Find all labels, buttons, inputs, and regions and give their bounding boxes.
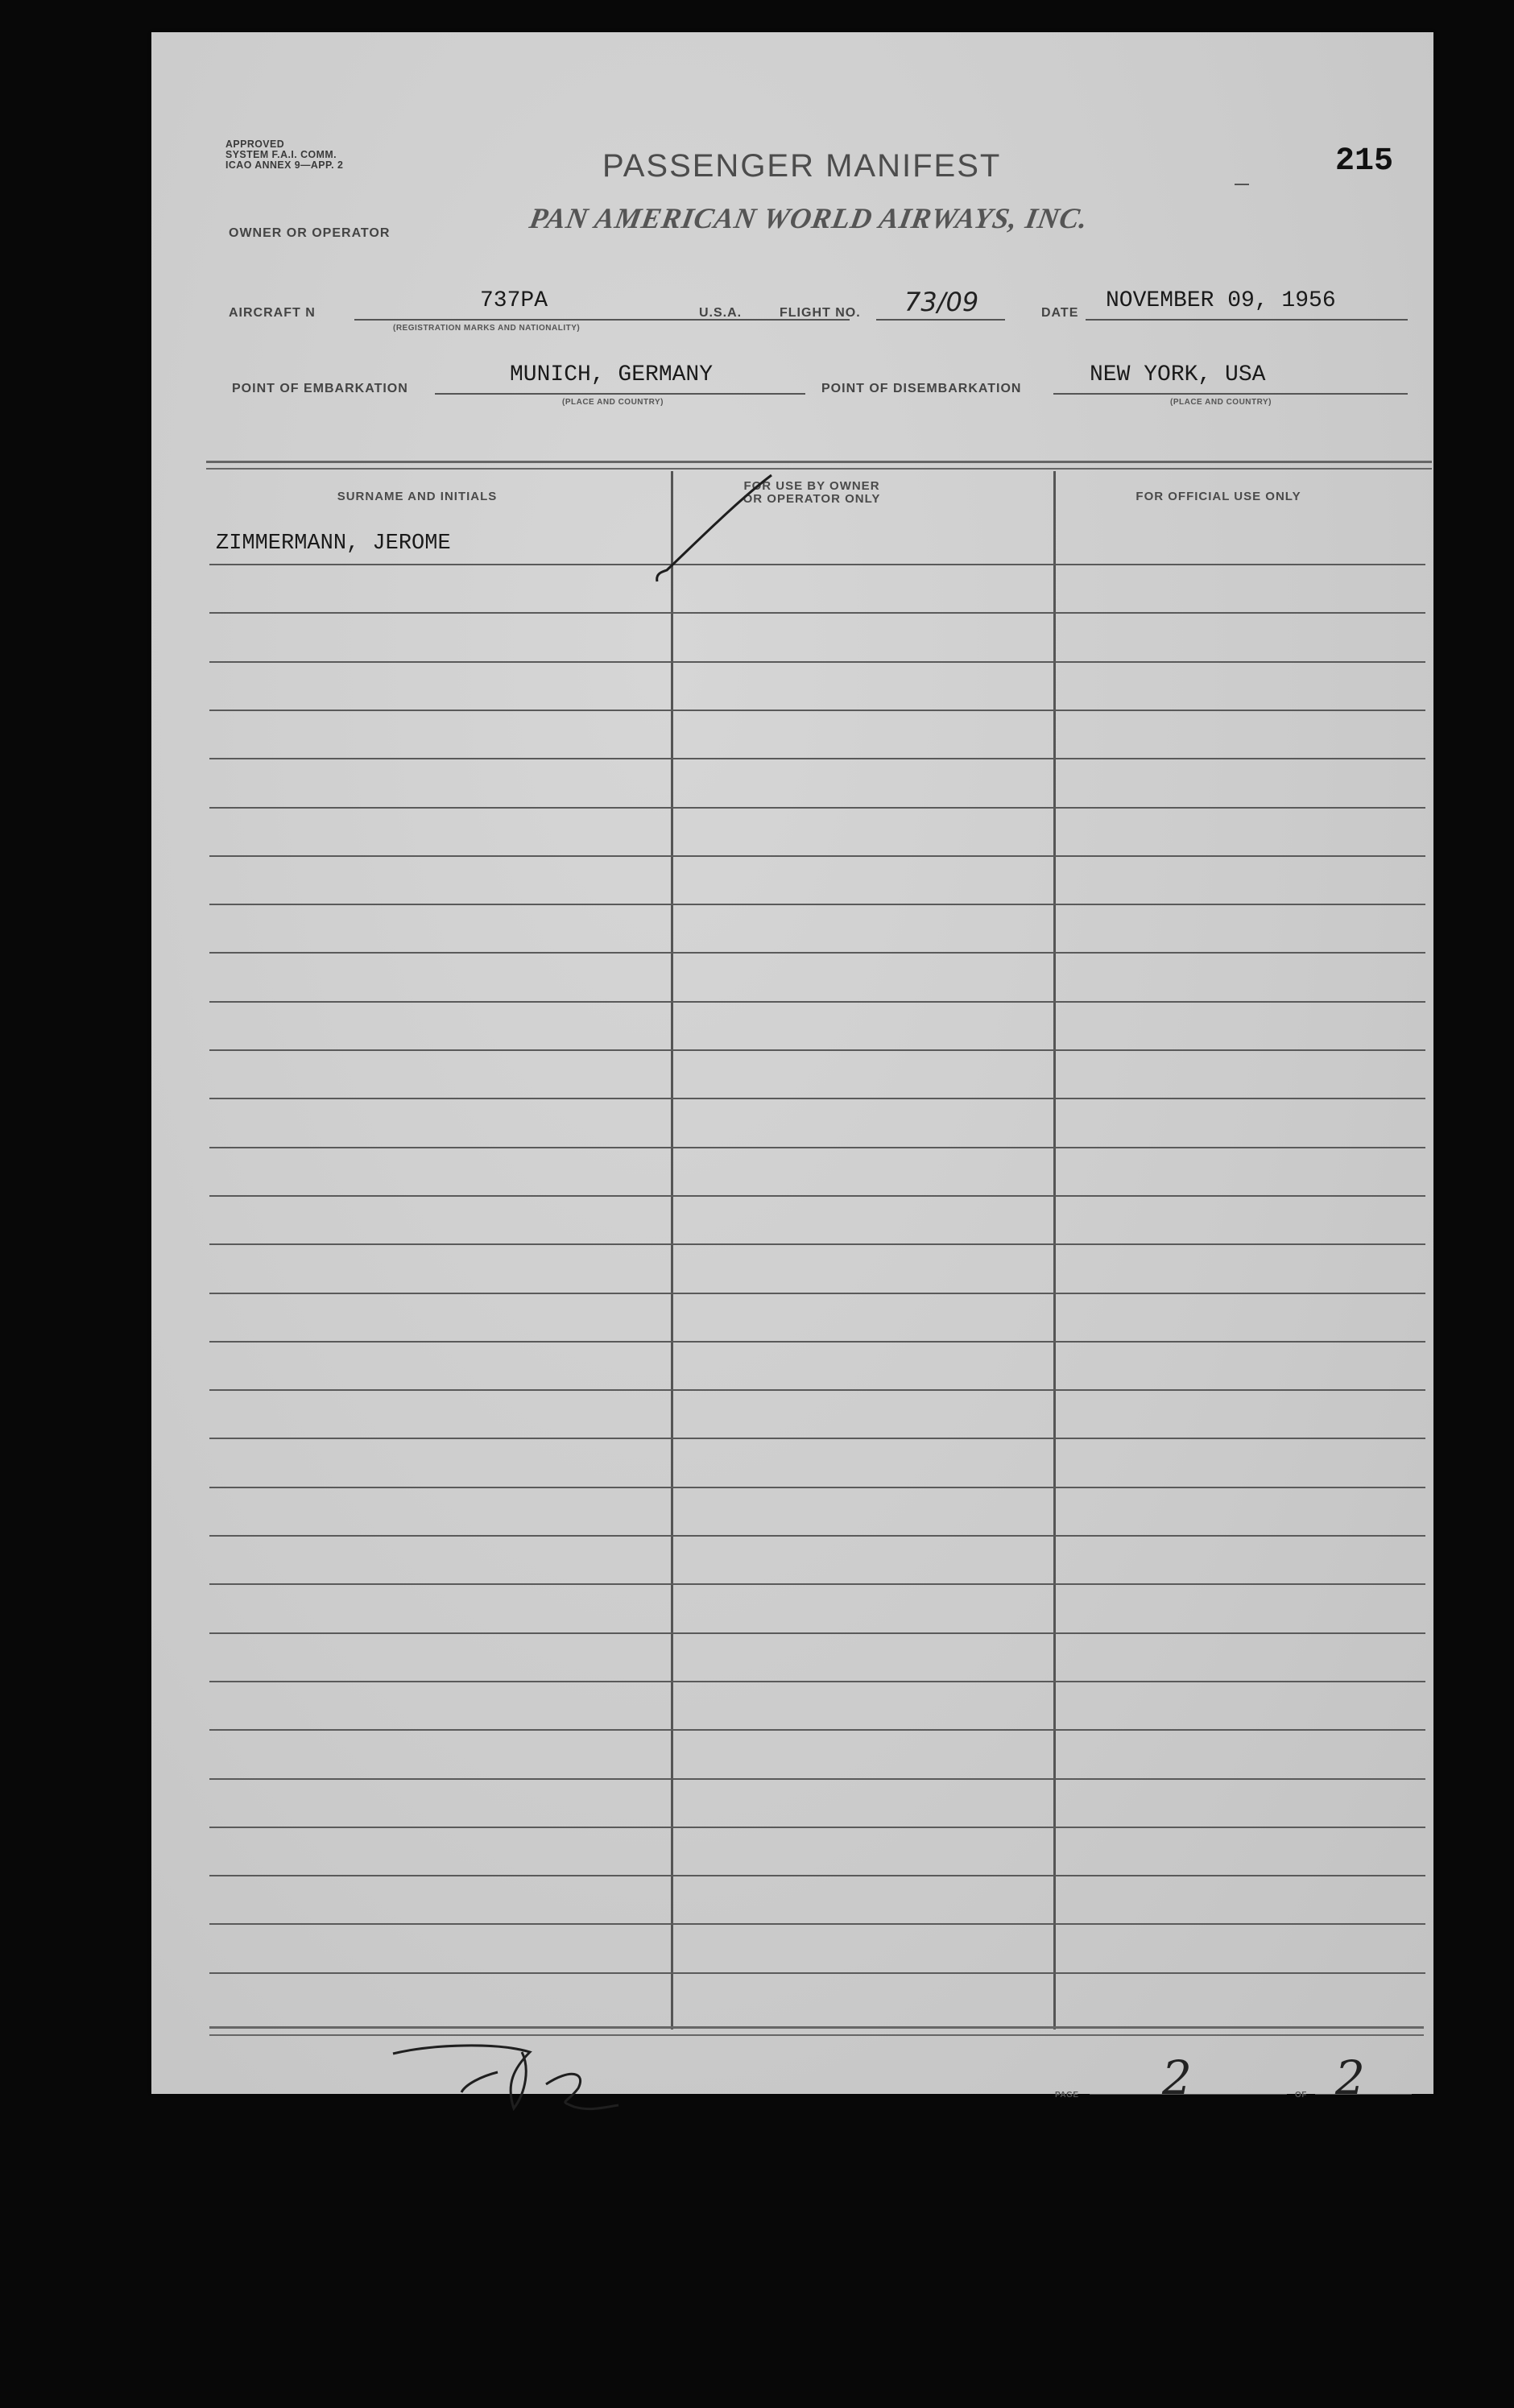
aircraft-value: 737PA — [480, 288, 548, 313]
table-row-line — [209, 564, 1425, 565]
table-row-line — [209, 661, 1425, 663]
flight-value: 73/09 — [904, 287, 979, 317]
flight-label: FLIGHT NO. — [780, 306, 861, 320]
approval-stamp — [225, 139, 343, 170]
date-underline — [1086, 319, 1408, 321]
approval-line: ICAO ANNEX 9—APP. 2 — [225, 159, 344, 171]
usa-label: U.S.A. — [699, 306, 743, 320]
table-row-line — [209, 710, 1425, 711]
table-row-line — [209, 807, 1425, 809]
dash-mark — [1235, 184, 1249, 185]
table-row-line — [209, 1487, 1425, 1488]
table-row-line — [209, 1972, 1425, 1974]
signature — [385, 2028, 627, 2125]
aircraft-underline — [354, 319, 850, 321]
table-row-line — [209, 612, 1425, 614]
col-header-owner-line: OR OPERATOR ONLY — [743, 492, 881, 506]
approval-line: APPROVED — [225, 138, 285, 150]
aircraft-label: AIRCRAFT N — [229, 306, 316, 320]
page-title: PASSENGER MANIFEST — [602, 148, 1002, 184]
table-top-rule-2 — [206, 468, 1432, 470]
col-header-official: FOR OFFICIAL USE ONLY — [1136, 490, 1301, 503]
table-row-line — [209, 1147, 1425, 1148]
table-row-line — [209, 1535, 1425, 1537]
col-header-surname: SURNAME AND INITIALS — [337, 490, 498, 503]
place-note-embark: (PLACE AND COUNTRY) — [562, 398, 664, 407]
owner-label: OWNER OR OPERATOR — [229, 226, 391, 240]
of-label: OF — [1295, 2091, 1307, 2100]
place-note-disembark: (PLACE AND COUNTRY) — [1170, 398, 1272, 407]
table-row-line — [209, 904, 1425, 905]
table-row-line — [209, 1583, 1425, 1585]
embark-label: POINT OF EMBARKATION — [232, 382, 408, 395]
passenger-name: ZIMMERMANN, JEROME — [216, 532, 451, 556]
page-number: 2 — [1162, 2050, 1192, 2105]
embark-underline — [435, 393, 805, 395]
table-row-line — [209, 1001, 1425, 1003]
total-pages: 2 — [1335, 2050, 1365, 2105]
date-label: DATE — [1041, 306, 1079, 320]
registration-note: (REGISTRATION MARKS AND NATIONALITY) — [393, 324, 581, 333]
manifest-sheet — [151, 32, 1433, 2105]
table-row-line — [209, 1875, 1425, 1876]
disembark-underline — [1053, 393, 1408, 395]
checkmark-stroke — [651, 467, 780, 588]
table-row-line — [209, 1778, 1425, 1780]
table-row-line — [209, 1341, 1425, 1343]
table-row-line — [209, 952, 1425, 954]
approval-line: SYSTEM F.A.I. COMM. — [225, 148, 337, 160]
table-row-line — [209, 1389, 1425, 1391]
col-header-owner-line: FOR USE BY OWNER — [743, 479, 880, 493]
table-row-line — [209, 1098, 1425, 1099]
table-row-line — [209, 1729, 1425, 1731]
table-row-line — [209, 758, 1425, 759]
column-divider-2 — [1053, 471, 1056, 2029]
page-label: PAGE — [1055, 2091, 1079, 2100]
flight-underline — [876, 319, 1005, 321]
table-row-line — [209, 1827, 1425, 1828]
table-row-line — [209, 1923, 1425, 1925]
operator-name: PAN AMERICAN WORLD AIRWAYS, INC. — [527, 202, 1091, 234]
table-row-line — [209, 1243, 1425, 1245]
table-row-line — [209, 1438, 1425, 1439]
embarkation-value: MUNICH, GERMANY — [510, 362, 714, 387]
date-value: NOVEMBER 09, 1956 — [1106, 288, 1336, 313]
table-row-line — [209, 1049, 1425, 1051]
sheet-number: 215 — [1335, 143, 1394, 180]
table-row-line — [209, 855, 1425, 857]
column-divider-1 — [671, 471, 673, 2029]
table-row-line — [209, 1195, 1425, 1197]
table-row-line — [209, 1293, 1425, 1294]
table-top-rule — [206, 461, 1432, 463]
disembarkation-value: NEW YORK, USA — [1090, 362, 1266, 387]
table-row-line — [209, 1632, 1425, 1634]
disembark-label: POINT OF DISEMBARKATION — [821, 382, 1022, 395]
table-row-line — [209, 1681, 1425, 1682]
